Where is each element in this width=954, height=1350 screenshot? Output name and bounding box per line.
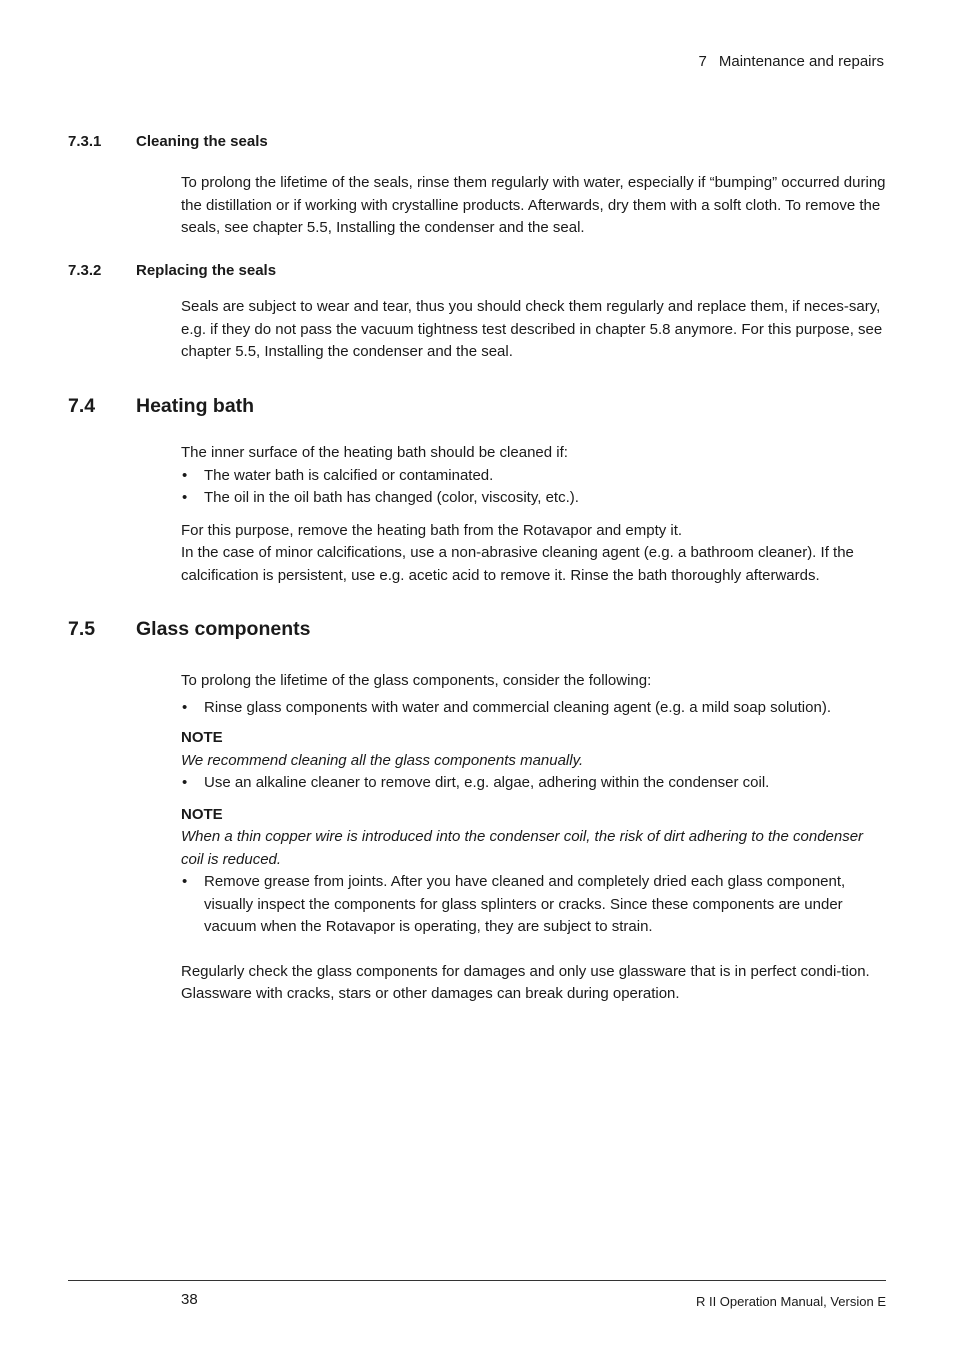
section-title: Heating bath xyxy=(136,395,255,417)
section-number: 7.3.1 xyxy=(68,133,102,150)
list-item: • Rinse glass components with water and commercial cleaning agent (e.g. a mild soap solution). xyxy=(181,697,886,720)
section-number: 7.5 xyxy=(68,618,96,640)
bullet-list xyxy=(181,871,886,939)
note-text: When a thin copper wire is introduced into the condenser coil, the risk of dirt adhering to the condenser coil is reduced. xyxy=(181,828,864,868)
note-label: NOTE xyxy=(181,805,223,823)
section-7-3-2-body xyxy=(181,296,886,364)
section-7-4-heading xyxy=(68,395,254,418)
running-header xyxy=(699,53,884,70)
chapter-title: Maintenance and repairs xyxy=(718,53,884,70)
list-item: • The oil in the oil bath has changed (color, viscosity, etc.). xyxy=(181,487,886,510)
section-7-4-body xyxy=(181,442,886,587)
section-7-5-heading xyxy=(68,618,310,641)
section-number: 7.3.2 xyxy=(68,262,102,279)
paragraph: Regularly check the glass components for damages and only use glassware that is in perfect condi-tion. Glassware with cracks, stars or other damages can break during operation. xyxy=(181,962,870,1002)
paragraph: Seals are subject to wear and tear, thus you should check them regularly and replace them, if neces-sary, e.g. if they do not pass the vacuum tightness test described in chapter 5.8 anymore. For this purpose, see chapter 5.5, Installing the condenser and the seal. xyxy=(181,298,883,360)
section-title: Glass components xyxy=(136,618,311,640)
paragraph: The inner surface of the heating bath should be cleaned if: xyxy=(181,444,568,461)
bullet-list xyxy=(181,697,886,720)
bullet-list xyxy=(181,772,886,795)
bullet-list xyxy=(181,465,886,510)
document-title: R II Operation Manual, Version E xyxy=(695,1294,886,1309)
section-title: Cleaning the seals xyxy=(136,133,268,150)
note-label: NOTE xyxy=(181,729,223,746)
note-text: We recommend cleaning all the glass components manually. xyxy=(181,751,584,769)
section-7-3-2-heading xyxy=(68,262,276,279)
paragraph: To prolong the lifetime of the glass components, consider the following: xyxy=(181,672,652,689)
paragraph: To prolong the lifetime of the seals, rinse them regularly with water, especially if “bumping” occurred during the distillation or if working with crystalline products. Afterwards, dry them with a solft cloth. To remove the seals, see chapter 5.5, Installing the condenser and the seal. xyxy=(181,174,886,236)
list-item: • Remove grease from joints. After you have cleaned and completely dried each glass component, visually inspect the components for glass splinters or cracks. Since these components are under vacuum when the Rotavapor is operating, they are subject to strain. xyxy=(181,871,886,939)
section-number: 7.4 xyxy=(68,395,96,417)
footer-divider xyxy=(68,1280,886,1281)
section-7-5-body xyxy=(181,670,886,1006)
paragraph: For this purpose, remove the heating bath from the Rotavapor and empty it. xyxy=(181,521,683,539)
page-number: 38 xyxy=(181,1291,198,1308)
list-item: • The water bath is calcified or contaminated. xyxy=(181,465,886,488)
chapter-number: 7 xyxy=(698,53,707,70)
section-7-3-1-body xyxy=(181,172,886,240)
section-title: Replacing the seals xyxy=(136,262,277,279)
section-7-3-1-heading xyxy=(68,133,268,150)
list-item: • Use an alkaline cleaner to remove dirt, e.g. algae, adhering within the condenser coil. xyxy=(181,772,886,795)
paragraph: In the case of minor calcifications, use a non-abrasive cleaning agent (e.g. a bathroom cleaner). If the calcification is persistent, use e.g. acetic acid to remove it. Rinse the bath thoroughly afterwards. xyxy=(181,544,854,584)
